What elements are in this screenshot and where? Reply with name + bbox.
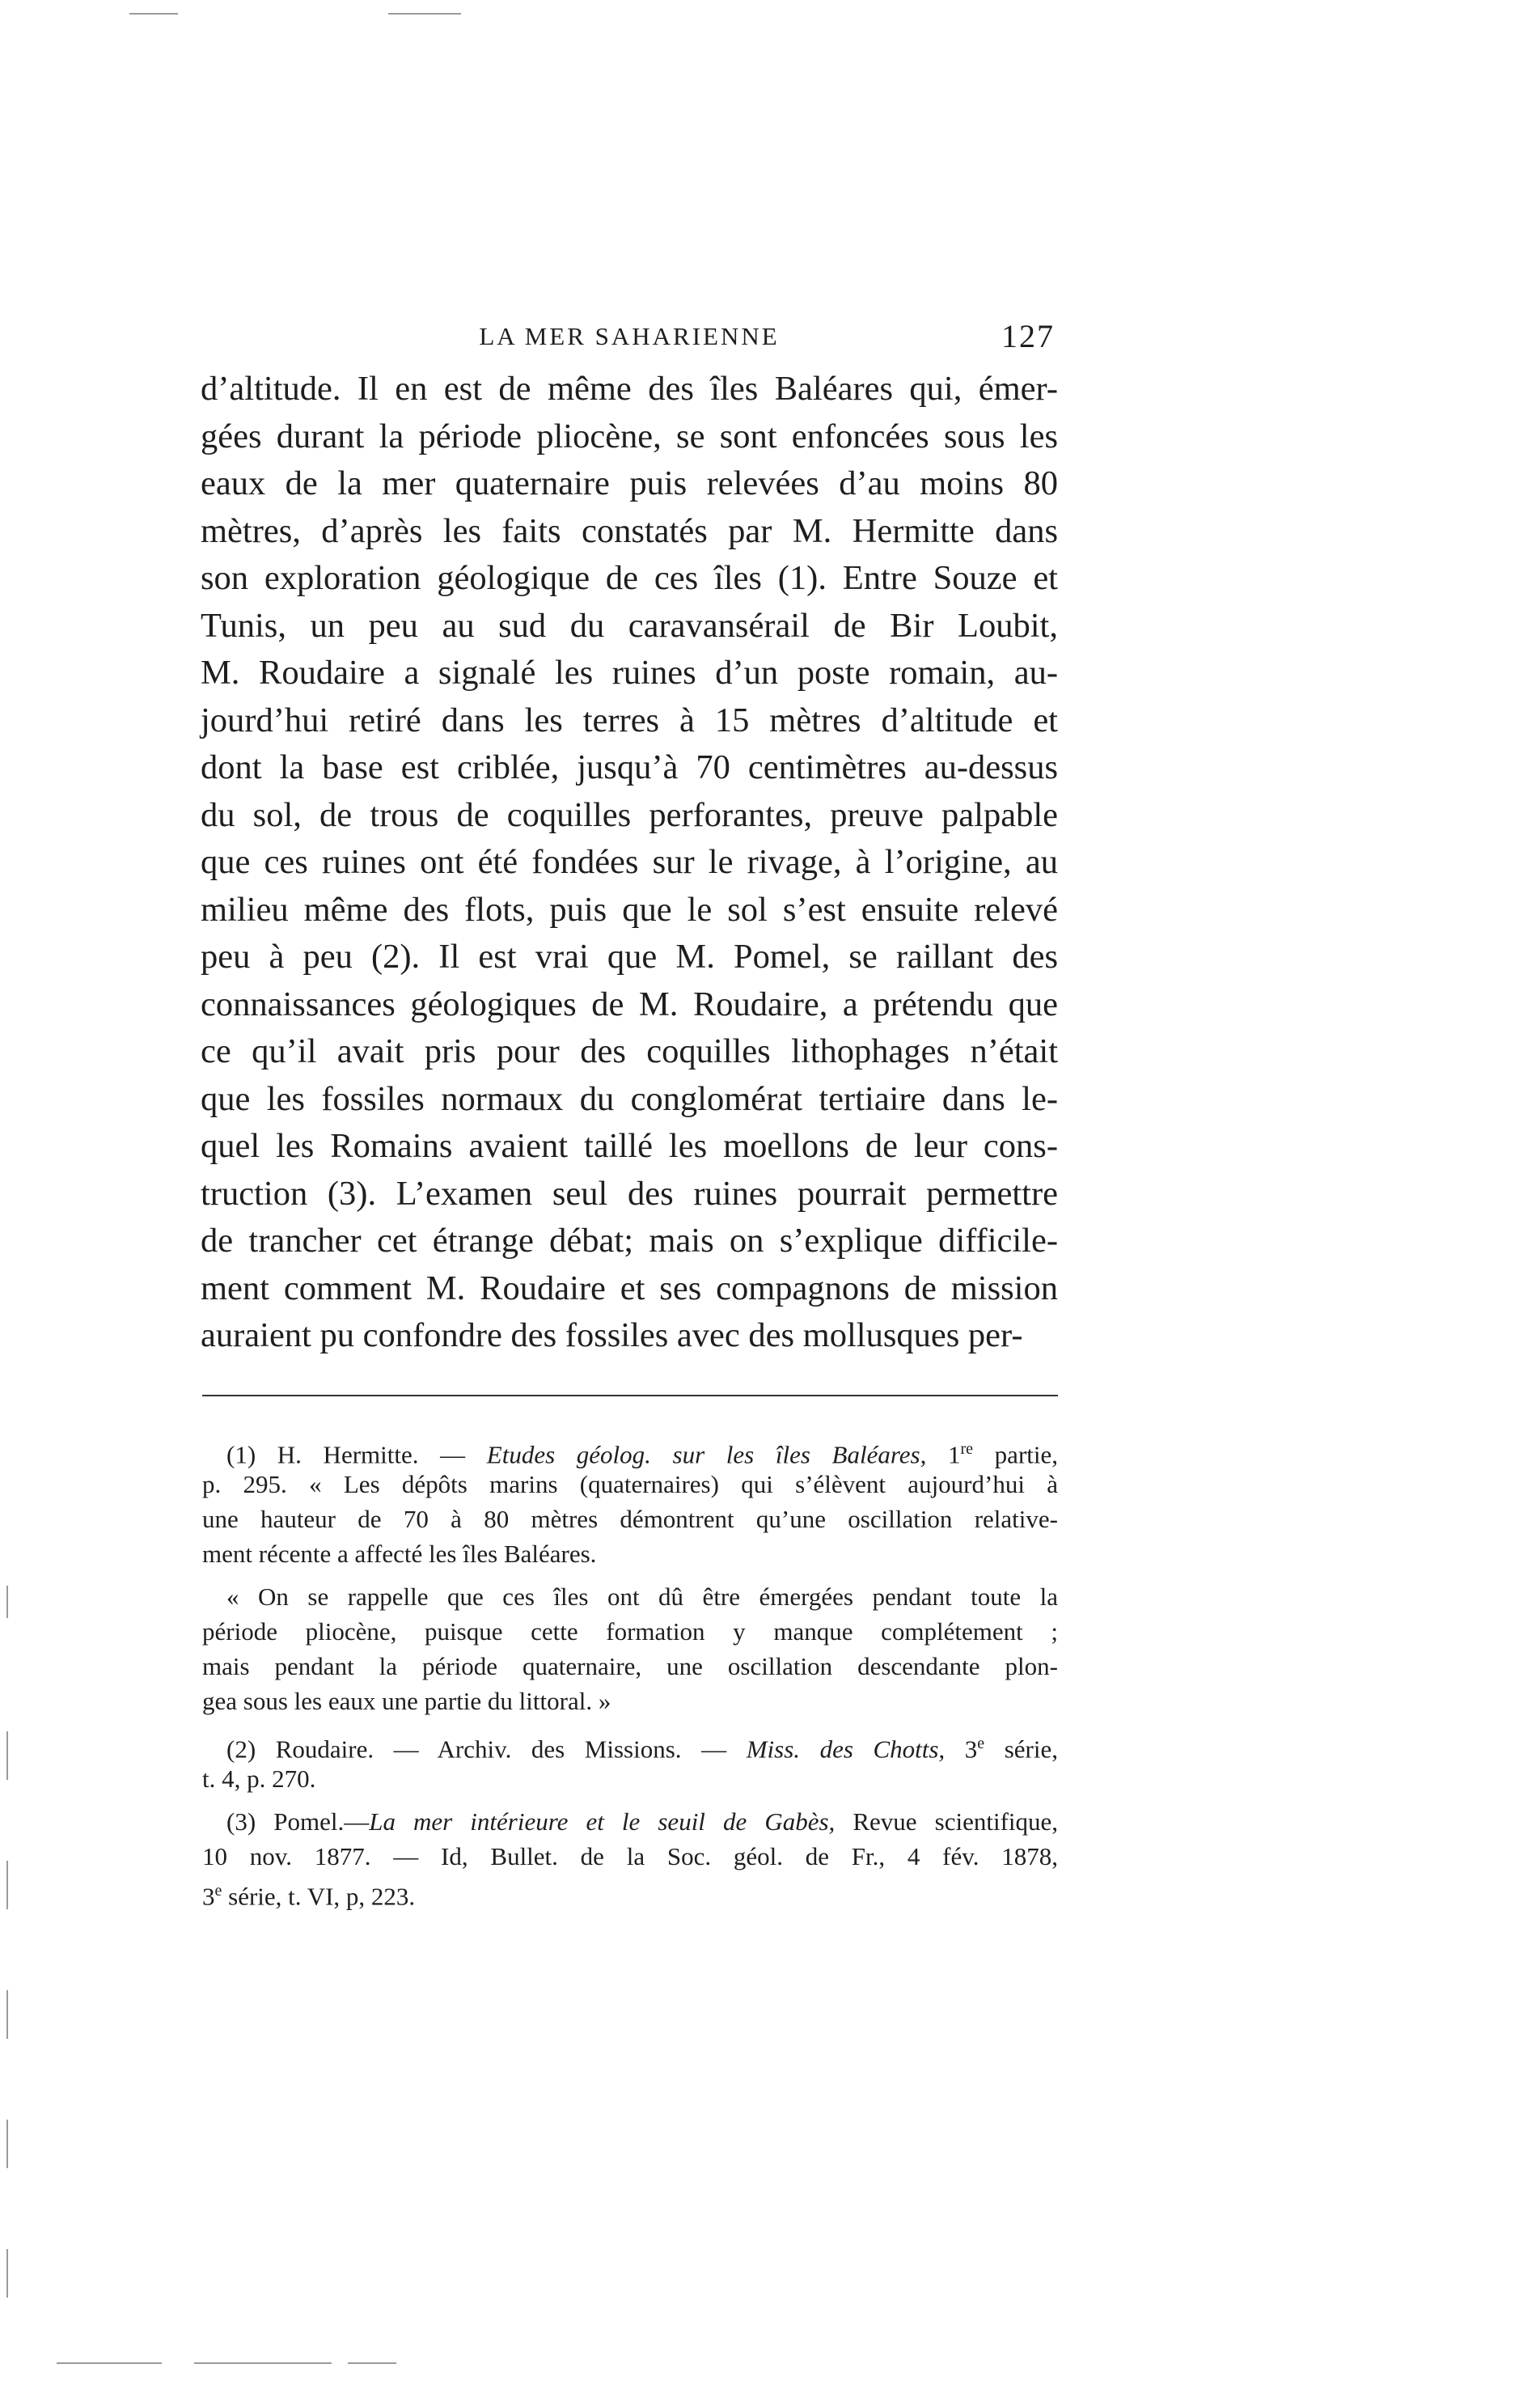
running-title: LA MER SAHARIENNE: [479, 322, 780, 350]
body-line: auraient pu confondre des fossiles avec des mollusques per-: [201, 1316, 1023, 1354]
body-line: que ces ruines ont été fondées sur le rivage, à l’origine, au: [201, 843, 1058, 881]
footnote-3-series-rest: série, t. VI, p, 223.: [222, 1882, 416, 1911]
body-line: ment comment M. Roudaire et ses compagnons de mission: [201, 1269, 1058, 1307]
body-line: d’altitude. Il en est de même des îles Baléares qui, émer-: [201, 370, 1058, 408]
footnote-1-line: [202, 1432, 1058, 1467]
body-line: jourd’hui retiré dans les terres à 15 mètres d’altitude et: [201, 701, 1058, 739]
footnote-2-line: [202, 1726, 1058, 1764]
scan-mark-bottom-2: [194, 2362, 332, 2364]
footnote-3-superscript: e: [214, 1882, 222, 1900]
body-line: que les fossiles normaux du conglomérat tertiaire dans le-: [201, 1079, 1058, 1118]
footnote-3-line: 10 nov. 1877. — Id, Bullet. de la Soc. géol. de Fr., 4 fév. 1878,: [202, 1842, 1058, 1870]
footnotes: [202, 1432, 1059, 1911]
footnote-1-line: ment récente a affecté les îles Baléares.: [202, 1540, 597, 1568]
body-line: M. Roudaire a signalé les ruines d’un poste romain, au-: [201, 654, 1058, 692]
footnote-3-journal: Revue scientifique,: [835, 1807, 1059, 1836]
body-line: connaissances géologiques de M. Roudaire, a prétendu que: [201, 985, 1058, 1023]
scan-mark-top-2: [388, 13, 461, 15]
footnote-3-title: La mer intérieure et le seuil de Gabès,: [369, 1807, 836, 1836]
body-text: [201, 366, 1058, 1360]
body-line: de trancher cet étrange débat; mais on s’explique difficile-: [201, 1222, 1058, 1260]
scan-mark-top-1: [129, 13, 178, 15]
footnote-1-line: p. 295. « Les dépôts marins (quaternaires) qui s’élèvent aujourd’hui à: [202, 1470, 1058, 1498]
body-line: truction (3). L’examen seul des ruines pourrait permettre: [201, 1174, 1058, 1213]
footnote-2-ref: (2) Roudaire. — Archiv. des Missions. —: [226, 1735, 747, 1764]
scan-mark-left-4: [6, 1990, 8, 2039]
scan-mark-left-1: [6, 1586, 8, 1618]
footnote-2-line: t. 4, p. 270.: [202, 1764, 316, 1793]
scan-mark-left-2: [6, 1731, 8, 1780]
footnote-1-part-word: partie,: [973, 1440, 1059, 1469]
footnote-1-line: mais pendant la période quaternaire, une oscillation descendante plon-: [202, 1652, 1058, 1680]
scan-mark-left-3: [6, 1861, 8, 1909]
scan-mark-bottom-1: [57, 2362, 162, 2364]
footnote-1-superscript: re: [960, 1440, 974, 1458]
footnote-3-line: [202, 1874, 1058, 1911]
body-line: du sol, de trous de coquilles perforantes, preuve palpable: [201, 795, 1058, 834]
body-line: mètres, d’après les faits constatés par M. Hermitte dans: [201, 511, 1058, 550]
footnote-1-title: Etudes géolog. sur les îles Baléares,: [486, 1440, 927, 1469]
scan-mark-bottom-3: [348, 2362, 396, 2364]
body-line: dont la base est criblée, jusqu’à 70 centimètres au-dessus: [201, 748, 1058, 786]
body-line: son exploration géologique de ces îles (1). Entre Souze et: [201, 559, 1058, 597]
footnote-rule: [202, 1395, 1058, 1396]
footnote-1-line: gea sous les eaux une partie du littoral. »: [202, 1687, 611, 1715]
body-line: ce qu’il avait pris pour des coquilles lithophages n’était: [201, 1032, 1058, 1070]
running-head: [201, 314, 1058, 362]
footnote-1-ref: (1) H. Hermitte. —: [226, 1440, 487, 1469]
footnote-2-series-word: série,: [984, 1735, 1058, 1764]
footnote-2-title: Miss. des Chotts,: [746, 1735, 946, 1764]
body-line: Tunis, un peu au sud du caravansérail de Bir Loubit,: [201, 606, 1058, 645]
footnote-3-series-number: 3: [202, 1882, 215, 1911]
footnote-3-ref: (3) Pomel.—: [226, 1807, 370, 1836]
body-line: eaux de la mer quaternaire puis relevées d’au moins 80: [201, 464, 1058, 502]
footnote-1-line: « On se rappelle que ces îles ont dû être émergées pendant toute la: [226, 1582, 1058, 1611]
footnote-1-part-number: 1: [926, 1440, 961, 1469]
footnote-3-line: [202, 1804, 1058, 1839]
footnote-2-series-number: 3: [945, 1735, 978, 1764]
footnote-2-superscript: e: [977, 1735, 985, 1752]
body-line: peu à peu (2). Il est vrai que M. Pomel, se raillant des: [201, 938, 1058, 976]
scan-mark-left-5: [6, 2120, 8, 2168]
body-line: quel les Romains avaient taillé les moellons de leur cons-: [201, 1127, 1058, 1165]
page-number: 127: [1001, 318, 1055, 354]
footnote-1-line: une hauteur de 70 à 80 mètres démontrent qu’une oscillation relative-: [202, 1505, 1058, 1533]
body-line: gées durant la période pliocène, se sont enfoncées sous les: [201, 417, 1058, 455]
body-line: milieu même des flots, puis que le sol s’est ensuite relevé: [201, 890, 1058, 929]
footnote-1-line: période pliocène, puisque cette formation y manque complétement ;: [202, 1617, 1058, 1646]
scan-mark-left-6: [6, 2249, 8, 2298]
